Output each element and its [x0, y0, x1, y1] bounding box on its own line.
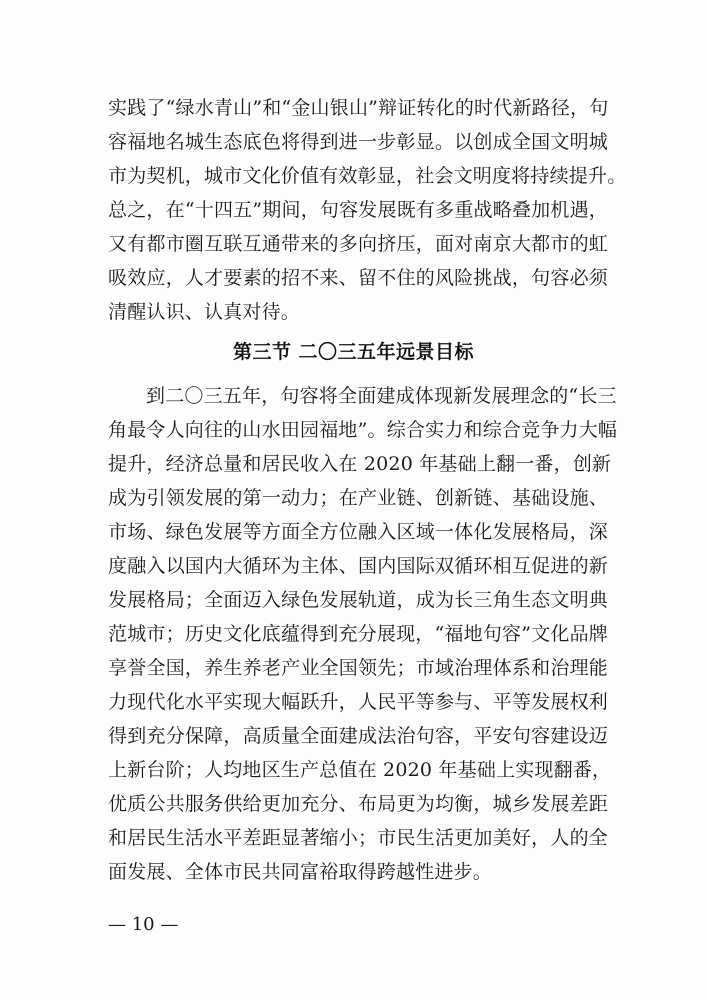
paragraph-line: 实践了“绿水青山”和“金山银山”辩证转化的时代新路径，句	[108, 97, 609, 119]
paragraph-line: 总之，在“十四五”期间，句容发展既有多重战略叠加机遇，	[108, 199, 608, 221]
paragraph-line: 得到充分保障，高质量全面建成法治句容，平安句容建设迈	[108, 725, 608, 747]
paragraph-line: 市为契机，城市文化价值有效彰显，社会文明度将持续提升。	[108, 165, 627, 187]
paragraph-line: 优质公共服务供给更加充分、布局更为均衡，城乡发展差距	[108, 793, 608, 815]
paragraph-line: 又有都市圈互联互通带来的多向挤压，面对南京大都市的虹	[108, 233, 608, 255]
paragraph-line: 力现代化水平实现大幅跃升，人民平等参与、平等发展权利	[108, 691, 608, 713]
paragraph-line: 面发展、全体市民共同富裕取得跨越性进步。	[108, 861, 493, 883]
paragraph-line: 吸效应，人才要素的招不来、留不住的风险挑战，句容必须	[108, 267, 608, 289]
paragraph-line: 清醒认识、认真对待。	[108, 301, 301, 323]
paragraph-line: 度融入以国内大循环为主体、国内国际双循环相互促进的新	[108, 555, 608, 577]
paragraph-line: 和居民生活水平差距显著缩小；市民生活更加美好，人的全	[108, 827, 608, 849]
section-heading: 第三节 二〇三五年远景目标	[232, 341, 475, 363]
paragraph-line: 提升，经济总量和居民收入在 2020 年基础上翻一番，创新	[108, 453, 612, 475]
paragraph-line: 市场、绿色发展等方面全方位融入区域一体化发展格局，深	[108, 521, 608, 543]
paragraph-line: 角最令人向往的山水田园福地”。综合实力和综合竞争力大幅	[108, 419, 618, 441]
paragraph-line: 容福地名城生态底色将得到进一步彰显。以创成全国文明城	[108, 131, 608, 153]
paragraph-line: 到二〇三五年，句容将全面建成体现新发展理念的“长三	[146, 385, 617, 407]
paragraph-line: 范城市；历史文化底蕴得到充分展现，“福地句容”文化品牌	[108, 623, 608, 645]
paragraph-line: 发展格局；全面迈入绿色发展轨道，成为长三角生态文明典	[108, 589, 608, 611]
paragraph-line: 享誉全国，养生养老产业全国领先；市域治理体系和治理能	[108, 657, 608, 679]
paragraph-line: 上新台阶；人均地区生产总值在 2020 年基础上实现翻番，	[108, 759, 612, 781]
paragraph-line: 成为引领发展的第一动力；在产业链、创新链、基础设施、	[108, 487, 608, 509]
page-number: — 10 —	[108, 914, 179, 935]
